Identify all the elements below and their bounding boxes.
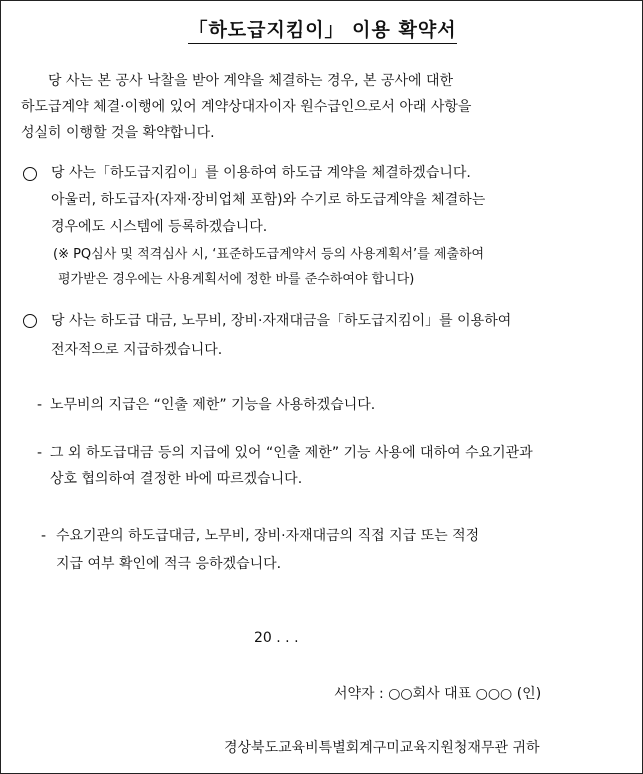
subitem1-line-1: 노무비의 지급은 “인출 제한” 기능을 사용하겠습니다. xyxy=(50,397,376,413)
item1-line-3: 경우에도 시스템에 등록하겠습니다. xyxy=(51,219,268,235)
item1-note-line-1: (※ PQ심사 및 적격심사 시, ‘표준하도급계약서 등의 사용계획서’를 제출하여 xyxy=(53,247,485,262)
circle-bullet-icon xyxy=(23,314,37,328)
dash-marker: - xyxy=(37,445,43,461)
date-line: 20 . . . xyxy=(254,630,299,646)
document-title xyxy=(1,15,643,42)
circle-bullet-icon xyxy=(23,167,37,181)
intro-line-3: 성실히 이행할 것을 확약합니다. xyxy=(21,125,215,141)
subitem3-line-2: 지급 여부 확인에 적극 응하겠습니다. xyxy=(56,556,282,572)
item1-note-line-2: 평가받은 경우에는 사용계획서에 정한 바를 준수하여야 합니다) xyxy=(58,272,415,287)
item2-line-1: 당 사는 하도급 대금, 노무비, 장비·자재대금을「하도급지킴이」를 이용하여 xyxy=(51,313,512,329)
item2-line-2: 전자적으로 지급하겠습니다. xyxy=(51,342,223,358)
subitem3-line-1: 수요기관의 하도급대금, 노무비, 장비·자재대금의 직접 지급 또는 적정 xyxy=(56,528,480,544)
subitem2-line-2: 상호 협의하여 결정한 바에 따르겠습니다. xyxy=(50,471,303,487)
intro-line-2: 하도급계약 체결·이행에 있어 계약상대자이자 원수급인으로서 아래 사항을 xyxy=(21,99,472,115)
item1-line-2: 아울러, 하도급자(자재·장비업체 포함)와 수기로 하도급계약을 체결하는 xyxy=(51,192,486,208)
dash-marker: - xyxy=(37,397,43,413)
item1-line-1: 당 사는「하도급지킴이」를 이용하여 하도급 계약을 체결하겠습니다. xyxy=(51,165,471,181)
title-text: 「하도급지킴이」 이용 확약서 xyxy=(188,19,456,44)
dash-marker: - xyxy=(41,528,47,544)
intro-line-1: 당 사는 본 공사 낙찰을 받아 계약을 체결하는 경우, 본 공사에 대한 xyxy=(48,73,454,89)
signature-line: 서약자 : ○○회사 대표 ○○○ (인) xyxy=(334,686,542,702)
addressee-line: 경상북도교육비특별회계구미교육지원청재무관 귀하 xyxy=(224,740,540,756)
subitem2-line-1: 그 외 하도급대금 등의 지급에 있어 “인출 제한” 기능 사용에 대하여 수요기관과 xyxy=(50,445,533,461)
